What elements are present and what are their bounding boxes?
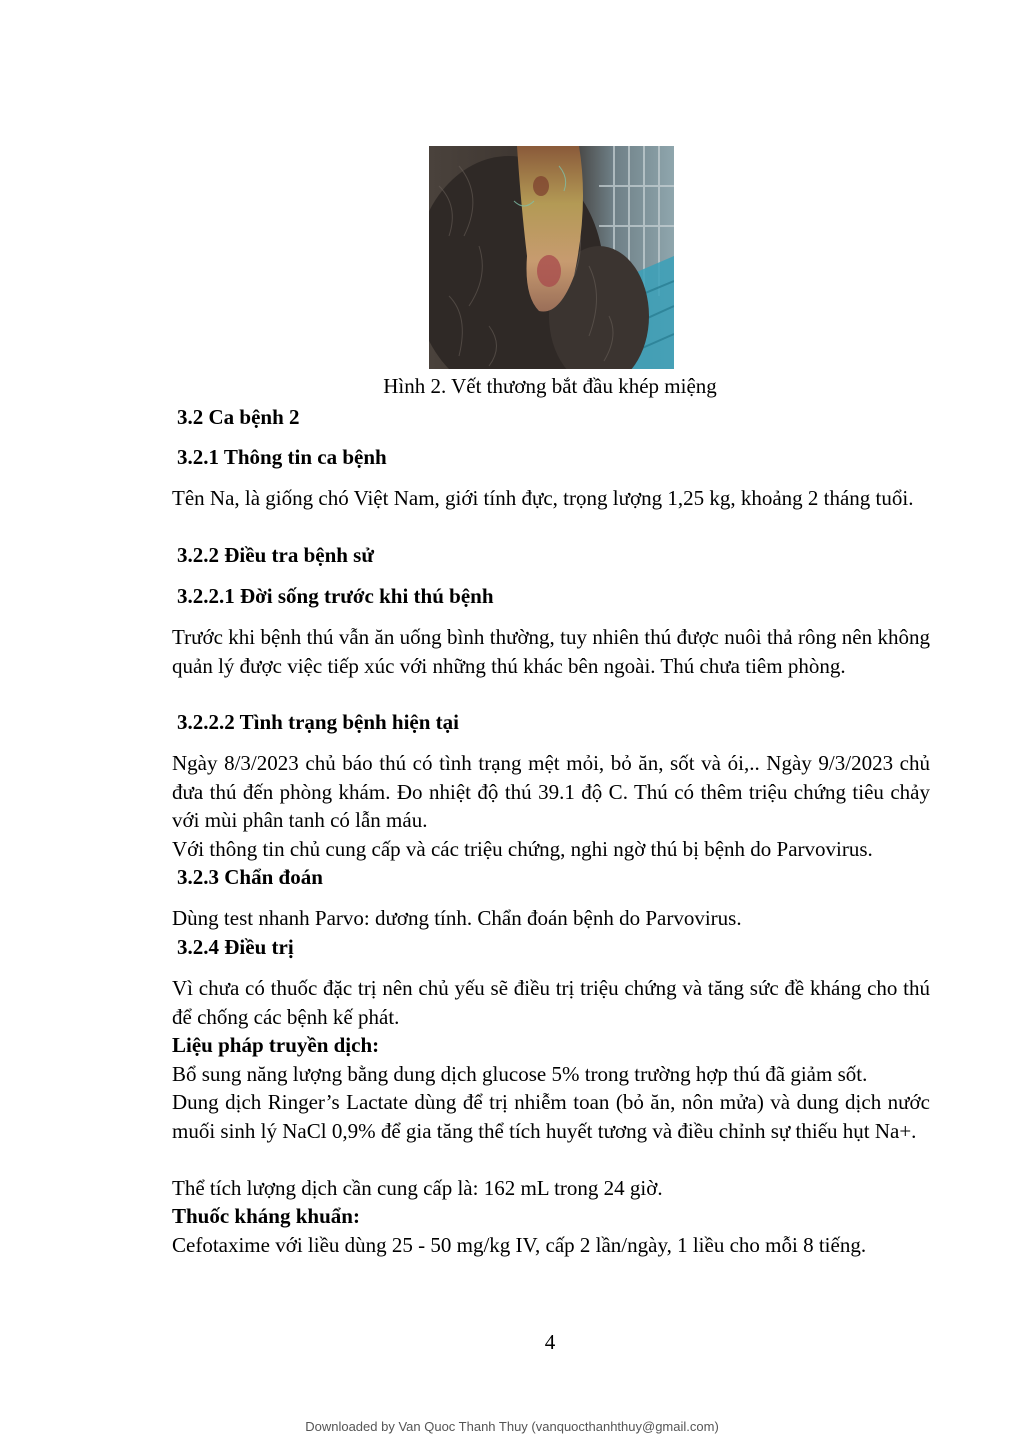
paragraph-cefotaxime: Cefotaxime với liều dùng 25 - 50 mg/kg IV, cấp 2 lần/ngày, 1 liều cho mỗi 8 tiếng. <box>172 1233 867 1257</box>
paragraph-suspicion: Với thông tin chủ cung cấp và các triệu chứng, nghi ngờ thú bị bệnh do Parvovirus. <box>172 837 873 861</box>
heading-3-2-1: 3.2.1 Thông tin ca bệnh <box>177 445 387 469</box>
paragraph-patient-info: Tên Na, là giống chó Việt Nam, giới tính đực, trọng lượng 1,25 kg, khoảng 2 tháng tuổi. <box>172 486 914 510</box>
heading-3-2-2: 3.2.2 Điều tra bệnh sử <box>177 543 374 567</box>
heading-3-2-2-1: 3.2.2.1 Đời sống trước khi thú bệnh <box>177 584 494 608</box>
wound-photo <box>429 146 674 369</box>
heading-3-2-2-2: 3.2.2.2 Tình trạng bệnh hiện tại <box>177 710 460 734</box>
heading-fluid-therapy: Liệu pháp truyền dịch: <box>172 1033 380 1057</box>
paragraph-life-before: Trước khi bệnh thú vẫn ăn uống bình thường, tuy nhiên thú được nuôi thả rông nên không quản lý được việc tiếp xúc với những thú khác bên ngoài. Thú chưa tiêm phòng. <box>172 625 930 678</box>
heading-3-2: 3.2 Ca bệnh 2 <box>177 405 300 429</box>
heading-3-2-3: 3.2.3 Chẩn đoán <box>177 865 323 889</box>
page-number: 4 <box>544 1330 556 1354</box>
paragraph-fluid-volume: Thể tích lượng dịch cần cung cấp là: 162 mL trong 24 giờ. <box>172 1176 663 1200</box>
paragraph-current-condition: Ngày 8/3/2023 chủ báo thú có tình trạng mệt mỏi, bỏ ăn, sốt và ói,.. Ngày 9/3/2023 chủ đưa thú đến phòng khám. Đo nhiệt độ thú 39.1 độ C. Thú có thêm triệu chứng tiêu chảy với mùi phân tanh có lẫn máu. <box>172 751 930 832</box>
paragraph-diagnosis: Dùng test nhanh Parvo: dương tính. Chẩn đoán bệnh do Parvovirus. <box>172 906 742 930</box>
paragraph-fluid-glucose: Bổ sung năng lượng bằng dung dịch glucose 5% trong trường hợp thú đã giảm sốt. <box>172 1062 868 1086</box>
heading-antibiotics: Thuốc kháng khuẩn: <box>172 1204 360 1228</box>
paragraph-fluid-ringer: Dung dịch Ringer’s Lactate dùng để trị nhiễm toan (bỏ ăn, nôn mửa) và dung dịch nước muối sinh lý NaCl 0,9% để gia tăng thể tích huyết tương và điều chỉnh sự thiếu hụt Na+. <box>172 1090 930 1143</box>
figure-caption: Hình 2. Vết thương bắt đầu khép miệng <box>383 374 717 398</box>
download-footer: Downloaded by Van Quoc Thanh Thuy (vanquocthanhthuy@gmail.com) <box>305 1419 719 1434</box>
paragraph-treatment: Vì chưa có thuốc đặc trị nên chủ yếu sẽ điều trị triệu chứng và tăng sức đề kháng cho thú để chống các bệnh kế phát. <box>172 976 930 1029</box>
heading-3-2-4: 3.2.4 Điều trị <box>177 935 294 959</box>
